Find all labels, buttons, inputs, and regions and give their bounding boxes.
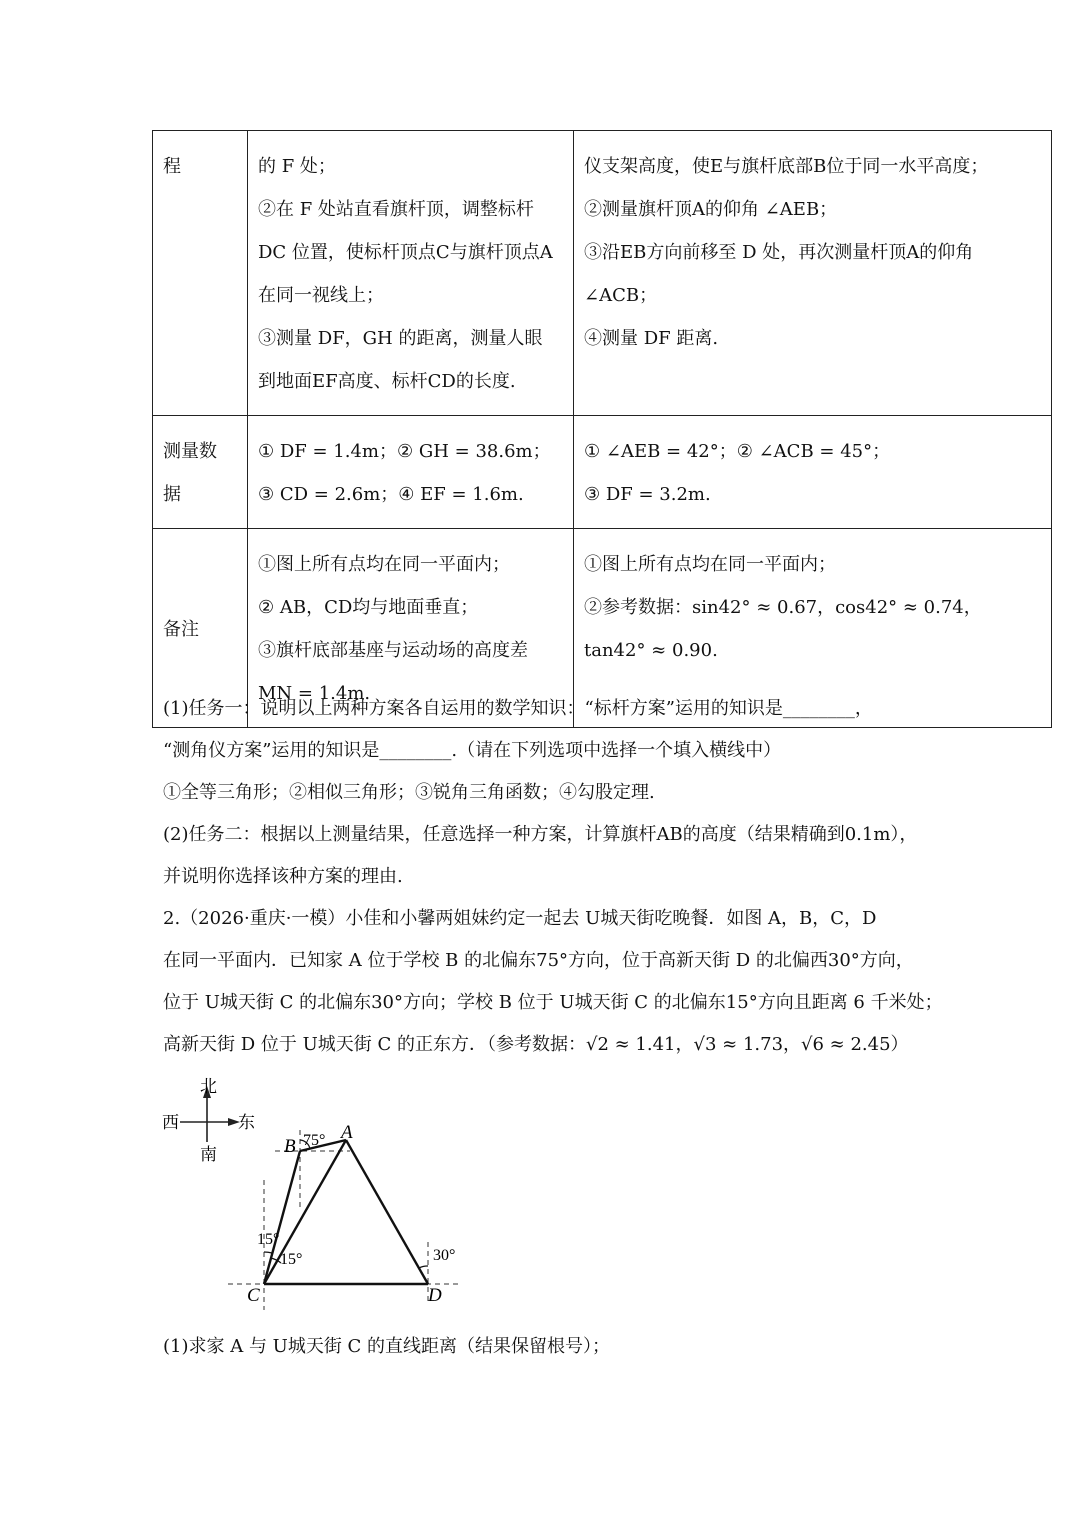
cell-line: ②测量旗杆顶A的仰角 ∠AEB；: [584, 199, 838, 220]
angle-arcs: [264, 1140, 428, 1268]
cell-line: ② AB，CD均与地面垂直；: [258, 597, 479, 618]
problem2-line1: 2.（2026·重庆·一模）小佳和小馨两姐妹约定一起去 U城天街吃晚餐．如图 A，B，C，D: [163, 908, 877, 929]
problem2-line3: 位于 U城天街 C 的北偏东30°方向；学校 B 位于 U城天街 C 的北偏东15°方向且距离 6 千米处；: [163, 992, 943, 1013]
cell-line: DC 位置，使标杆顶点C与旗杆顶点A: [258, 242, 553, 263]
compass-west-label: 西: [162, 1113, 179, 1132]
cell-line: ④测量 DF 距离.: [584, 328, 719, 349]
cell-line: 仪支架高度，使E与旗杆底部B位于同一水平高度；: [584, 156, 989, 177]
row-head-label: 据: [163, 484, 181, 505]
cell-line: ①图上所有点均在同一平面内；: [258, 554, 510, 575]
row-head-label: 程: [163, 156, 181, 177]
point-b-label: B: [284, 1136, 296, 1157]
row-head-process: [153, 131, 248, 416]
compass-east-label: 东: [238, 1113, 255, 1132]
measurement-plan-table: [152, 130, 1052, 728]
cell-line: ∠ACB；: [584, 285, 658, 306]
cell-line: ③旗杆底部基座与运动场的高度差: [258, 640, 528, 661]
cell-line: ③ DF = 3.2m.: [584, 484, 711, 505]
cell-line: ① ∠AEB = 42°；② ∠ACB = 45°；: [584, 441, 891, 462]
point-a-label: A: [341, 1122, 353, 1143]
compass-south-label: 南: [200, 1145, 217, 1164]
angle-b-label: 75°: [303, 1132, 326, 1149]
cell-line: ① DF = 1.4m；② GH = 38.6m；: [258, 441, 551, 462]
cell-line: MN = 1.4m.: [258, 683, 371, 704]
task1-line2: “测角仪方案”运用的知识是________.（请在下列选项中选择一个填入横线中）: [163, 740, 782, 761]
task2-line1: (2)任务二：根据以上测量结果，任意选择一种方案，计算旗杆AB的高度（结果精确到0.1m），: [163, 824, 918, 845]
angle-c-label-outer: 15°: [257, 1231, 280, 1248]
point-c-label: C: [247, 1285, 260, 1306]
pole-plan-data-cell: [248, 416, 574, 529]
angle-c-label-inner: 15°: [280, 1251, 303, 1268]
cell-line: tan42° ≈ 0.90.: [584, 640, 718, 661]
segment-ca: [264, 1140, 346, 1284]
problem2-line4: 高新天街 D 位于 U城天街 C 的正东方．（参考数据：√2 ≈ 1.41，√3 ≈ 1.73，√6 ≈ 2.45）: [163, 1034, 909, 1055]
angle-plan-process-cell: [574, 131, 1052, 416]
cell-line: 的 F 处；: [258, 156, 336, 177]
task1-line1: (1)任务一：说明以上两种方案各自运用的数学知识：“标杆方案”运用的知识是________，: [163, 698, 873, 719]
cell-line: ③沿EB方向前移至 D 处，再次测量杆顶A的仰角: [584, 242, 974, 263]
segment-ad: [346, 1140, 428, 1284]
pole-plan-process-cell: [248, 131, 574, 416]
cell-line: ②在 F 处站直看旗杆顶，调整标杆: [258, 199, 534, 220]
task1-options: ①全等三角形；②相似三角形；③锐角三角函数；④勾股定理.: [163, 782, 655, 803]
table-row-process: [153, 131, 1052, 416]
table-row-data: [153, 416, 1052, 529]
geometry-figure: [150, 1070, 480, 1310]
cell-line: ③ CD = 2.6m；④ EF = 1.6m.: [258, 484, 524, 505]
cell-line: 在同一视线上；: [258, 285, 384, 306]
problem2-line2: 在同一平面内．已知家 A 位于学校 B 的北偏东75°方向，位于高新天街 D 的北偏西30°方向，: [163, 950, 914, 971]
cell-line: 到地面EF高度、标杆CD的长度.: [258, 371, 516, 392]
row-head-label: 备注: [163, 618, 199, 640]
row-head-label: 测量数: [163, 441, 217, 462]
cell-line: ③测量 DF，GH 的距离，测量人眼: [258, 328, 543, 349]
cell-line: ②参考数据：sin42° ≈ 0.67，cos42° ≈ 0.74，: [584, 597, 982, 618]
cell-line: ①图上所有点均在同一平面内；: [584, 554, 836, 575]
arc-d: [419, 1266, 428, 1268]
problem2-subquestion1: (1)求家 A 与 U城天街 C 的直线距离（结果保留根号）；: [163, 1336, 611, 1357]
arc-c-outer: [264, 1252, 272, 1253]
angle-plan-data-cell: [574, 416, 1052, 529]
task2-line2: 并说明你选择该种方案的理由.: [163, 866, 403, 887]
point-d-label: D: [428, 1285, 442, 1306]
row-head-data: [153, 416, 248, 529]
angle-d-label: 30°: [433, 1247, 456, 1264]
compass-north-label: 北: [200, 1077, 217, 1096]
